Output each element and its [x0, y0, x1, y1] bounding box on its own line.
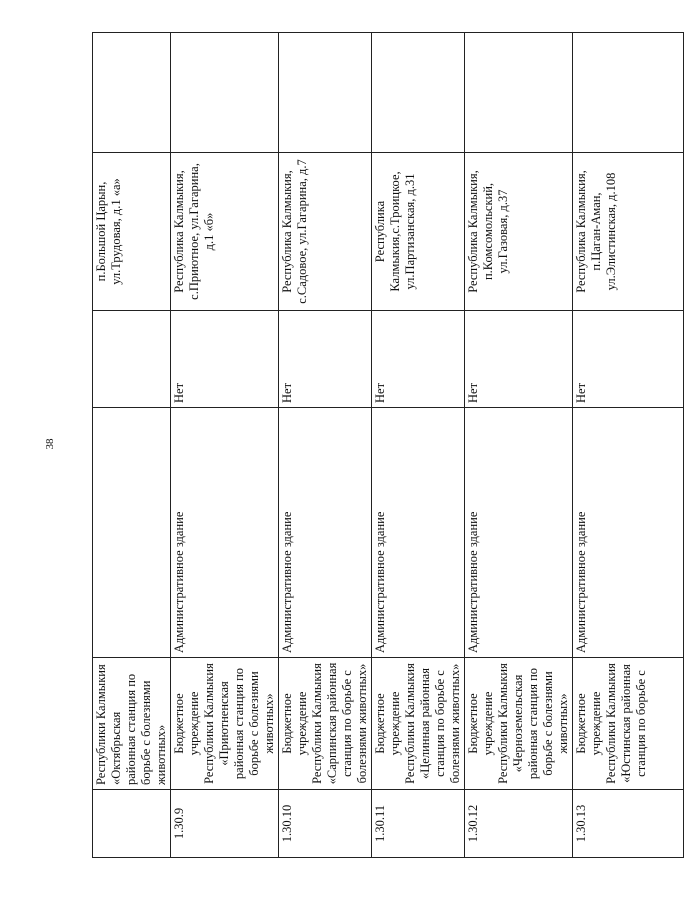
flag-value: Нет — [279, 311, 372, 408]
object-type: Административное здание — [372, 408, 465, 658]
page-number: 38 — [44, 438, 56, 450]
table-row — [93, 33, 171, 858]
table-row — [372, 33, 465, 858]
address: Республика Калмыкия, с.Приютное, ул.Гагарина, д.1 «б» — [171, 153, 279, 311]
object-type: Административное здание — [279, 408, 372, 658]
address: Республика Калмыкия,с.Троицкое, ул.Партизанская, д.31 — [372, 153, 465, 311]
object-type: Административное здание — [465, 408, 573, 658]
row-number: 1.30.12 — [465, 790, 573, 858]
flag-value — [93, 311, 171, 408]
organization-name: Бюджетное учреждение Республики Калмыкия «Сарпинская районная станция по борьбе с болезнями животных» — [279, 658, 372, 790]
table-row — [573, 33, 684, 858]
table-row — [465, 33, 573, 858]
table-row — [279, 33, 372, 858]
row-number: 1.30.11 — [372, 790, 465, 858]
extra-cell — [573, 33, 684, 153]
extra-cell — [465, 33, 573, 153]
address: Республика Калмыкия, с.Садовое, ул.Гагарина, д.7 — [279, 153, 372, 311]
flag-value: Нет — [465, 311, 573, 408]
address: п.Большой Царын, ул.Трудовая, д.1 «а» — [93, 153, 171, 311]
address: Республика Калмыкия, п.Комсомольский, ул.Газовая, д.37 — [465, 153, 573, 311]
extra-cell — [372, 33, 465, 153]
extra-cell — [93, 33, 171, 153]
row-number: 1.30.9 — [171, 790, 279, 858]
row-number — [93, 790, 171, 858]
address: Республика Калмыкия, п.Цаган-Аман, ул.Элистинская, д.108 — [573, 153, 684, 311]
extra-cell — [279, 33, 372, 153]
flag-value: Нет — [372, 311, 465, 408]
object-type: Административное здание — [573, 408, 684, 658]
organization-name: Бюджетное учреждение Республики Калмыкия «Целинная районная станция по борьбе с болезнями животных» — [372, 658, 465, 790]
organization-name: Бюджетное учреждение Республики Калмыкия «Приютненская районная станция по борьбе с болезнями животных» — [171, 658, 279, 790]
objects-table — [92, 32, 684, 858]
flag-value: Нет — [171, 311, 279, 408]
organization-name: Республики Калмыкия «Октябрьская районная станция по борьбе с болезнями животных» — [93, 658, 171, 790]
objects-table-container — [92, 33, 648, 858]
object-type: Административное здание — [171, 408, 279, 658]
organization-name: Бюджетное учреждение Республики Калмыкия «Юстинская районная станция по борьбе с — [573, 658, 684, 790]
flag-value: Нет — [573, 311, 684, 408]
table-row — [171, 33, 279, 858]
organization-name: Бюджетное учреждение Республики Калмыкия «Черноземельская районная станция по борьбе с болезнями животных» — [465, 658, 573, 790]
extra-cell — [171, 33, 279, 153]
table-body — [93, 33, 684, 858]
row-number: 1.30.10 — [279, 790, 372, 858]
row-number: 1.30.13 — [573, 790, 684, 858]
object-type — [93, 408, 171, 658]
